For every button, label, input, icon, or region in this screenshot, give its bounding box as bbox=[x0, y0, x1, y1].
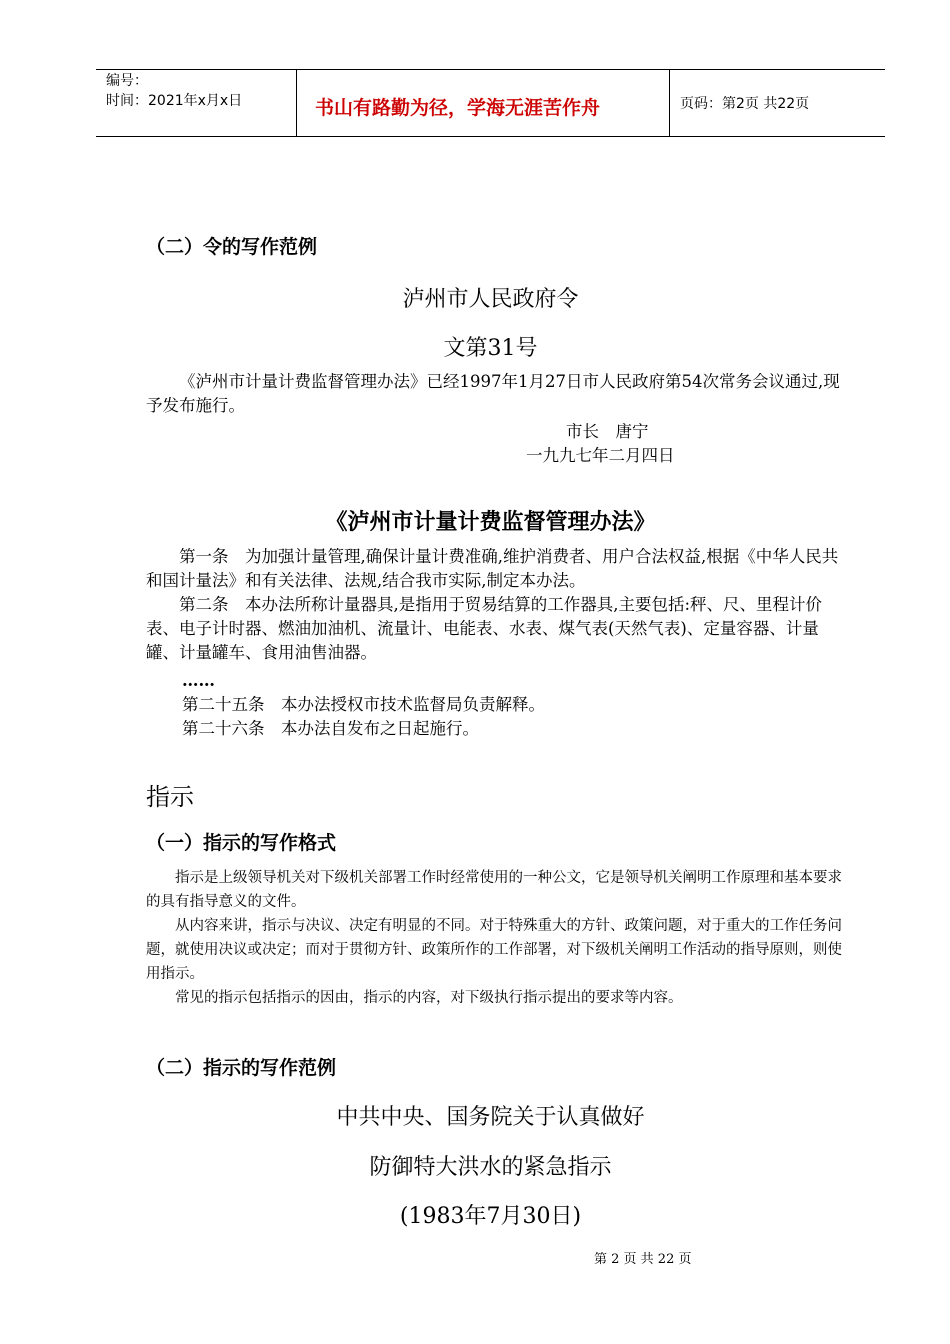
header-motto: 书山有路勤为径，学海无涯苦作舟 bbox=[315, 97, 601, 119]
directive-paragraph-3: 常见的指示包括指示的因由，指示的内容，对下级执行指示提出的要求等内容。 bbox=[175, 990, 683, 1006]
directive-example-date: (1983年7月30日) bbox=[399, 1204, 582, 1229]
order-date: 一九九七年二月四日 bbox=[526, 446, 675, 465]
header-number-label: 编号： bbox=[106, 73, 148, 89]
article-25: 第二十五条 本办法授权市技术监督局负责解释。 bbox=[182, 695, 545, 714]
header-page-label: 页码：第2页 共22页 bbox=[680, 96, 810, 112]
directive-example-title-1: 中共中央、国务院关于认真做好 bbox=[336, 1105, 645, 1130]
page-footer: 第 2 页 共 22 页 bbox=[594, 1252, 692, 1267]
article-2: 第二条 本办法所称计量器具,是指用于贸易结算的工作器具,主要包括:秤、尺、里程计价表、电子计时器、燃油加油机、流量计、电能表、水表、煤气表(天然气表)、定量容器、计量罐、计量罐车、食用油售油器。 bbox=[146, 595, 823, 662]
order-signer: 市长 唐宁 bbox=[566, 422, 649, 441]
directive-format-heading: （一）指示的写作格式 bbox=[146, 832, 337, 854]
header-top-rule bbox=[96, 69, 885, 70]
directive-paragraph-2: 从内容来讲，指示与决议、决定有明显的不同。对于特殊重大的方针、政策问题，对于重大的工作任务问题，就使用决议或决定；而对于贯彻方针、政策所作的工作部署，对下级机关阐明工作活动的指导原则，则使用指示。 bbox=[146, 918, 842, 982]
order-example-heading: （二）令的写作范例 bbox=[146, 236, 318, 258]
regulation-title: 《泸州市计量计费监督管理办法》 bbox=[325, 510, 656, 535]
article-26: 第二十六条 本办法自发布之日起施行。 bbox=[182, 719, 479, 738]
directive-heading: 指示 bbox=[146, 783, 194, 811]
directive-example-title-2: 防御特大洪水的紧急指示 bbox=[369, 1155, 612, 1180]
order-title: 泸州市人民政府令 bbox=[402, 287, 579, 312]
directive-example-heading: （二）指示的写作范例 bbox=[146, 1057, 337, 1079]
article-1: 第一条 为加强计量管理,确保计量计费准确,维护消费者、用户合法权益,根据《中华人民共和国计量法》和有关法律、法规,结合我市实际,制定本办法。 bbox=[146, 547, 839, 590]
order-intro: 《泸州市计量计费监督管理办法》已经1997年1月27日市人民政府第54次常务会议通过,现予发布施行。 bbox=[146, 372, 840, 415]
order-doc-number: 文第31号 bbox=[443, 336, 538, 361]
header-divider-2 bbox=[669, 69, 670, 136]
directive-paragraph-1: 指示是上级领导机关对下级机关部署工作时经常使用的一种公文，它是领导机关阐明工作原理和基本要求的具有指导意义的文件。 bbox=[146, 870, 842, 910]
header-divider-1 bbox=[296, 69, 297, 136]
header-time-label: 时间：2021年x月x日 bbox=[106, 93, 243, 109]
article-ellipsis: …… bbox=[182, 671, 215, 690]
header-bottom-rule bbox=[96, 136, 885, 137]
